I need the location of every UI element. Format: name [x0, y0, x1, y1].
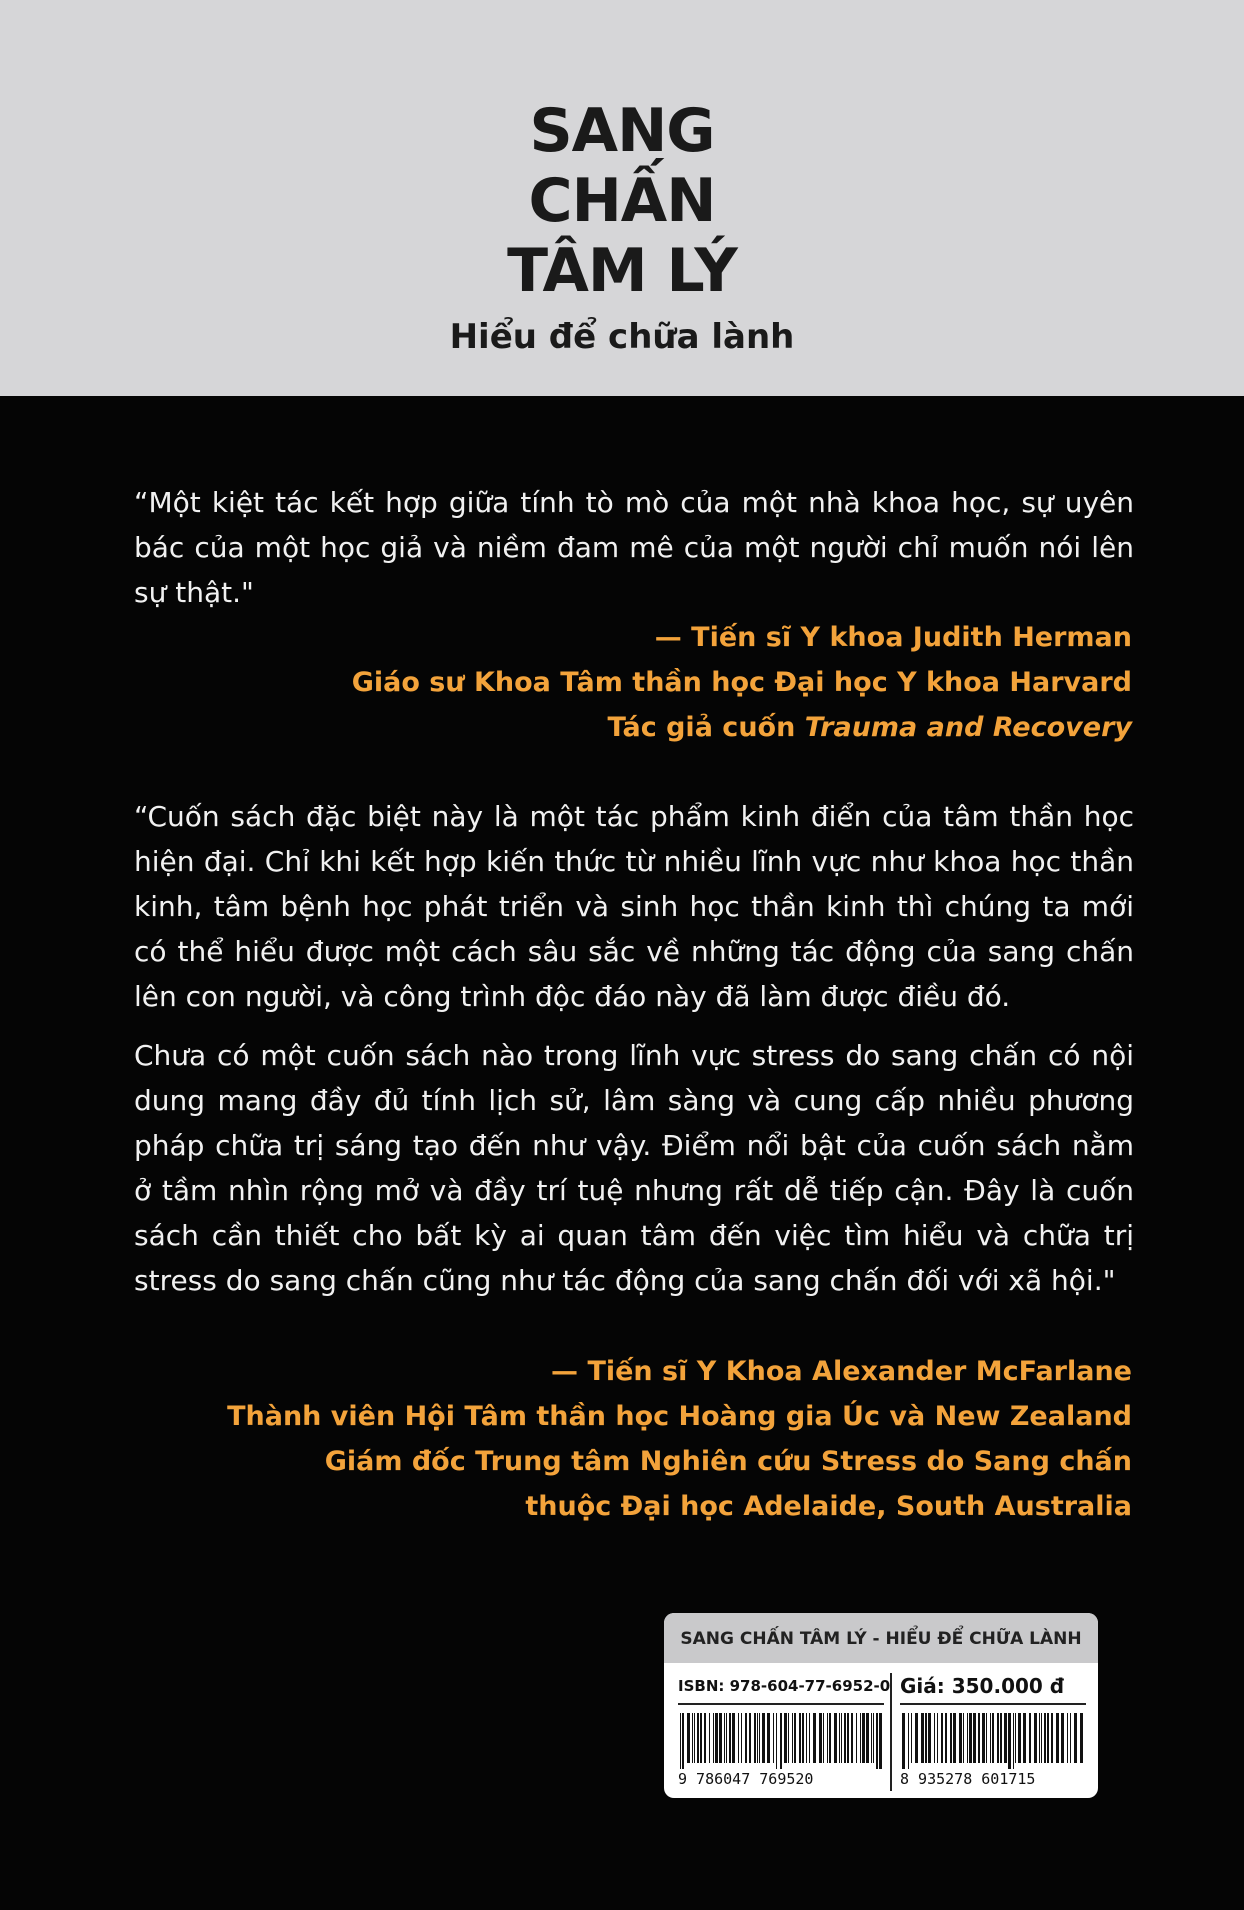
barcode-bar — [953, 1713, 956, 1763]
barcode-bar — [697, 1713, 699, 1763]
barcode-bar — [925, 1713, 927, 1763]
barcode-bar — [1029, 1713, 1031, 1763]
barcode-bar — [745, 1713, 747, 1763]
barcode-bar — [879, 1713, 882, 1769]
barcode-bar — [709, 1713, 710, 1763]
subtitle: Hiểu để chữa lành — [449, 317, 795, 357]
barcode-bar — [1067, 1713, 1068, 1763]
barcode-bar — [1047, 1713, 1049, 1763]
barcode-bar — [1015, 1713, 1016, 1763]
barcode-bar — [1013, 1713, 1014, 1769]
barcode-bar — [934, 1713, 935, 1763]
barcode-bar — [862, 1713, 865, 1763]
barcode-bar — [823, 1713, 824, 1763]
barcode-bar — [1000, 1713, 1002, 1763]
barcode-bar — [967, 1713, 968, 1763]
barcode-bar — [915, 1713, 918, 1763]
barcode-bar — [738, 1713, 739, 1763]
barcode-bar — [692, 1713, 693, 1763]
barcode-bar — [908, 1713, 909, 1769]
barcode-bar — [1018, 1713, 1021, 1763]
attribution-name: — Tiến sĩ Y Khoa Alexander McFarlane — [551, 1356, 1132, 1387]
barcode-bar — [937, 1713, 938, 1763]
barcode-bar — [759, 1713, 760, 1763]
barcode-bar — [992, 1713, 994, 1763]
barcode-bar — [928, 1713, 931, 1763]
price-block — [900, 1673, 1086, 1791]
barcode-bar — [719, 1713, 722, 1763]
barcode-bar — [1051, 1713, 1053, 1763]
cover-header — [0, 0, 1244, 396]
barcode-bar — [829, 1713, 831, 1763]
barcode-bar — [729, 1713, 731, 1763]
attribution-role-1: Thành viên Hội Tâm thần học Hoàng gia Úc và New Zealand — [227, 1401, 1132, 1432]
barcode-bar — [802, 1713, 804, 1763]
book-title: Trauma and Recovery — [804, 712, 1132, 743]
attribution-role-2: Giám đốc Trung tâm Nghiên cứu Stress do Sang chấn — [324, 1446, 1132, 1477]
title-line-2: CHẤN — [528, 166, 716, 236]
barcode-bar — [1039, 1713, 1040, 1763]
attribution-role: Giáo sư Khoa Tâm thần học Đại học Y khoa Harvard — [351, 667, 1132, 698]
barcode-bar — [713, 1713, 714, 1763]
isbn-label: ISBN: 978-604-77-6952-0 — [678, 1677, 891, 1695]
price-barcode — [900, 1713, 1086, 1769]
barcode-bar — [973, 1713, 976, 1763]
book-prefix: Tác giả cuốn — [607, 712, 805, 743]
divider — [900, 1703, 1086, 1705]
barcode-bar — [762, 1713, 765, 1763]
barcode-bar — [715, 1713, 718, 1763]
barcode-bar — [860, 1713, 861, 1763]
barcode-bar — [1056, 1713, 1059, 1763]
barcode-bar — [1044, 1713, 1046, 1763]
barcode-bar — [856, 1713, 857, 1763]
barcode-bar — [1074, 1713, 1077, 1763]
barcode-bar — [1004, 1713, 1007, 1763]
barcode-bar — [773, 1713, 774, 1763]
barcode-bar — [799, 1713, 801, 1763]
quote-2-paragraph-2: Chưa có một cuốn sách nào trong lĩnh vực stress do sang chấn có nội dung mang đầy đủ tính lịch sử, lâm sàng và cung cấp nhiều phương pháp chữa trị sáng tạo đến như vậy. Điểm nổi bật của cuốn sách nằm ở tầm nhìn rộng mở và đầy trí tuệ nhưng rất dễ tiếp cận. Đây là cuốn sách cần thiết cho bất kỳ ai quan tâm đến việc tìm hiểu và chữa trị stress do sang chấn cũng như tác động của sang chấn đối với xã hội." — [134, 1039, 1134, 1297]
attribution-name: — Tiến sĩ Y khoa Judith Herman — [654, 622, 1132, 653]
barcode-bar — [941, 1713, 943, 1763]
barcode-bar — [963, 1713, 964, 1763]
barcode-bar — [827, 1713, 828, 1763]
barcode-bar — [757, 1713, 758, 1763]
barcode-bar — [788, 1713, 789, 1763]
quote-1-text: “Một kiệt tác kết hợp giữa tính tò mò của một nhà khoa học, sự uyên bác của một học giả và niềm đam mê của một người chỉ muốn nói lên sự thật." — [134, 486, 1134, 609]
barcode-bar — [997, 1713, 999, 1763]
barcode-bar — [945, 1713, 947, 1763]
barcode-bar — [847, 1713, 849, 1763]
price-digits: 8 935278 601715 — [900, 1770, 1036, 1788]
barcode-bar — [982, 1713, 985, 1763]
divider — [890, 1673, 892, 1791]
barcode-bar — [978, 1713, 980, 1763]
barcode-bar — [851, 1713, 853, 1763]
barcode-bar — [921, 1713, 924, 1763]
barcode-bar — [732, 1713, 735, 1763]
attribution-role-3: thuộc Đại học Adelaide, South Australia — [525, 1491, 1132, 1522]
barcode-bar — [809, 1713, 810, 1763]
barcode-bar — [819, 1713, 822, 1763]
barcode-bar — [780, 1713, 782, 1769]
barcode-bar — [876, 1713, 878, 1769]
barcode-bar — [704, 1713, 706, 1763]
barcode-bar — [873, 1713, 874, 1763]
barcode-bar — [959, 1713, 962, 1763]
title-line-3: TÂM LÝ — [507, 236, 737, 306]
isbn-barcode — [678, 1713, 884, 1769]
price-label: Giá: 350.000 đ — [900, 1674, 1065, 1698]
barcode-bar — [902, 1713, 905, 1769]
barcode-bar — [1070, 1713, 1071, 1763]
divider — [678, 1703, 884, 1705]
barcode-bar — [1008, 1713, 1011, 1769]
barcode-bar — [813, 1713, 816, 1763]
barcode-bar — [1023, 1713, 1026, 1763]
barcode-bar — [700, 1713, 702, 1763]
barcode-bar — [841, 1713, 842, 1763]
barcode-header: SANG CHẤN TÂM LÝ - HIỂU ĐỂ CHỮA LÀNH — [664, 1613, 1098, 1663]
quote-2-paragraph-1: “Cuốn sách đặc biệt này là một tác phẩm kinh điển của tâm thần học hiện đại. Chỉ khi kết hợp kiến thức từ nhiều lĩnh vực như khoa học thần kinh, tâm bệnh học phát triển và sinh học thần kinh thì chúng ta mới có thể hiểu được một cách sâu sắc về những tác động của sang chấn lên con người, và công trình độc đáo này đã làm được điều đó. — [134, 800, 1134, 1013]
barcode-bar — [1041, 1713, 1042, 1763]
title-line-1: SANG — [529, 96, 715, 166]
barcode-bar — [834, 1713, 837, 1763]
barcode-bar — [724, 1713, 725, 1763]
barcode-bar — [687, 1713, 690, 1763]
attribution-book — [132, 705, 1132, 750]
barcode-bar — [969, 1713, 972, 1763]
isbn-digits: 9 786047 769520 — [678, 1770, 814, 1788]
barcode-bar — [839, 1713, 840, 1763]
barcode-bar — [950, 1713, 952, 1763]
barcode-bar — [784, 1713, 787, 1763]
barcode-bar — [990, 1713, 991, 1763]
barcode-panel — [664, 1613, 1098, 1798]
barcode-bar — [754, 1713, 756, 1763]
barcode-bar — [866, 1713, 869, 1763]
barcode-bar — [741, 1713, 742, 1763]
barcode-bar — [986, 1713, 987, 1763]
barcode-bar — [767, 1713, 770, 1763]
barcode-bar — [749, 1713, 751, 1763]
barcode-bar — [776, 1713, 777, 1769]
barcode-bar — [680, 1713, 681, 1769]
barcode-bar — [1080, 1713, 1083, 1763]
isbn-block — [678, 1673, 891, 1791]
barcode-bar — [792, 1713, 793, 1763]
quote-1-attribution — [132, 615, 1132, 750]
barcode-bar — [911, 1713, 912, 1763]
barcode-bar — [726, 1713, 727, 1763]
barcode-bar — [844, 1713, 846, 1763]
barcode-bar — [694, 1713, 695, 1763]
barcode-bar — [1034, 1713, 1037, 1763]
barcode-bar — [806, 1713, 807, 1763]
barcode-bar — [682, 1713, 684, 1769]
barcode-bar — [871, 1713, 872, 1763]
barcode-bar — [1061, 1713, 1064, 1763]
quote-2-attribution — [132, 1349, 1132, 1529]
barcode-bar — [794, 1713, 796, 1763]
